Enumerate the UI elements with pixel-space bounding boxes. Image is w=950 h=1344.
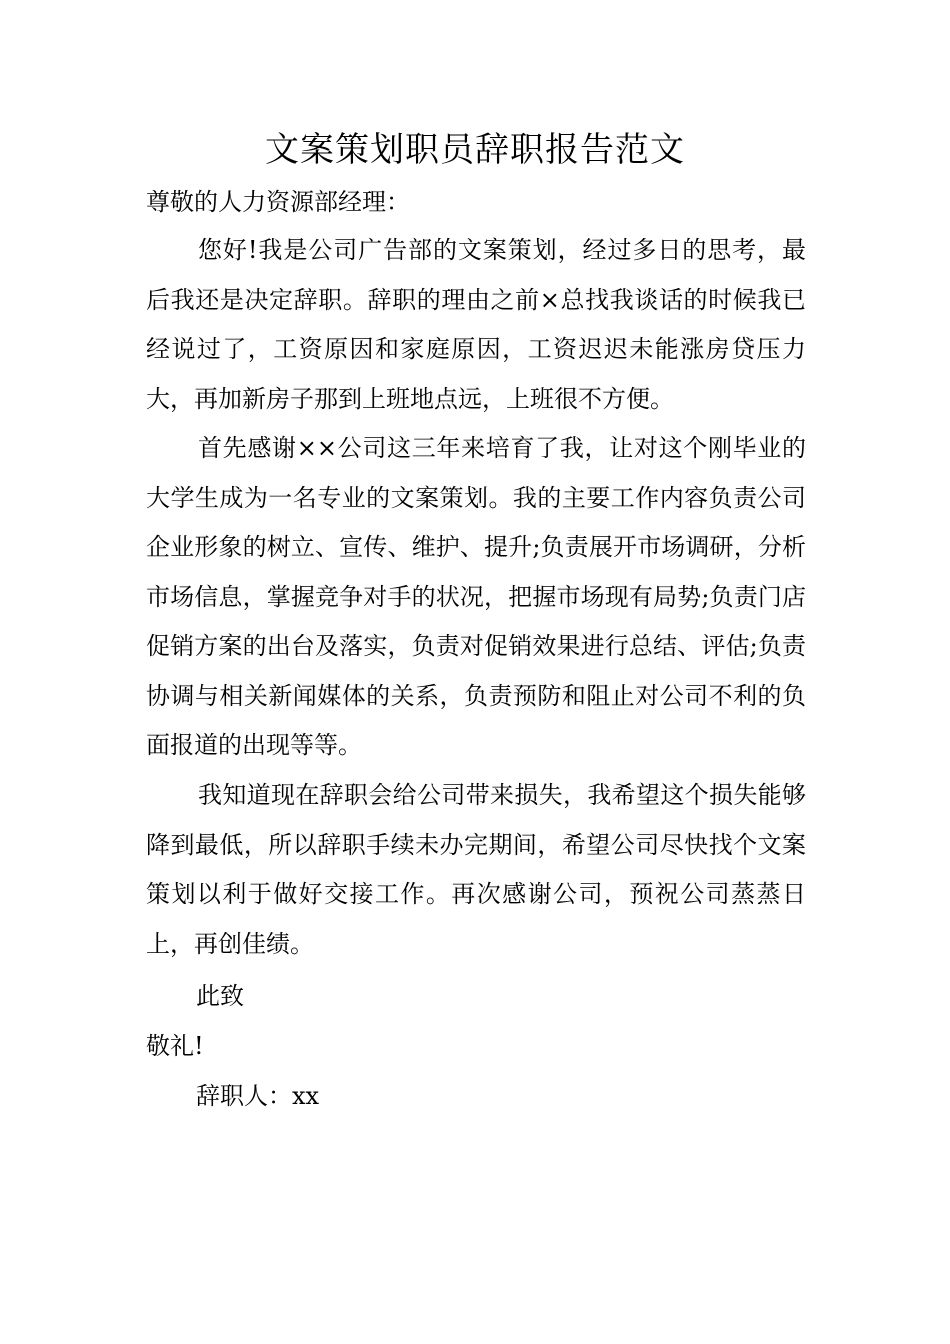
paragraph-handover: 我知道现在辞职会给公司带来损失，我希望这个损失能够降到最低，所以辞职手续未办完期间，希望公司尽快找个文案策划以利于做好交接工作。再次感谢公司，预祝公司蒸蒸日上，再创佳绩。 <box>146 781 806 958</box>
document-title: 文案策划职员辞职报告范文 <box>265 130 685 170</box>
closing-line-1: 此致 <box>196 982 244 1010</box>
paragraph-reason: 您好!我是公司广告部的文案策划，经过多日的思考，最后我还是决定辞职。辞职的理由之前×总找我谈话的时候我已经说过了，工资原因和家庭原因，工资迟迟未能涨房贷压力大，再加新房子那到上班地点远，上班很不方便。 <box>146 236 806 413</box>
salutation: 尊敬的人力资源部经理： <box>146 188 410 216</box>
paragraph-thanks: 首先感谢××公司这三年来培育了我，让对这个刚毕业的大学生成为一名专业的文案策划。我的主要工作内容负责公司企业形象的树立、宣传、维护、提升;负责展开市场调研，分析市场信息，掌握竞争对手的状况，把握市场现有局势;负责门店促销方案的出台及落实，负责对促销效果进行总结、评估;负责协调与相关新闻媒体的关系，负责预防和阻止对公司不利的负面报道的出现等等。 <box>146 434 806 759</box>
closing-line-2: 敬礼! <box>146 1032 204 1060</box>
signer-line: 辞职人：xx <box>196 1082 320 1110</box>
